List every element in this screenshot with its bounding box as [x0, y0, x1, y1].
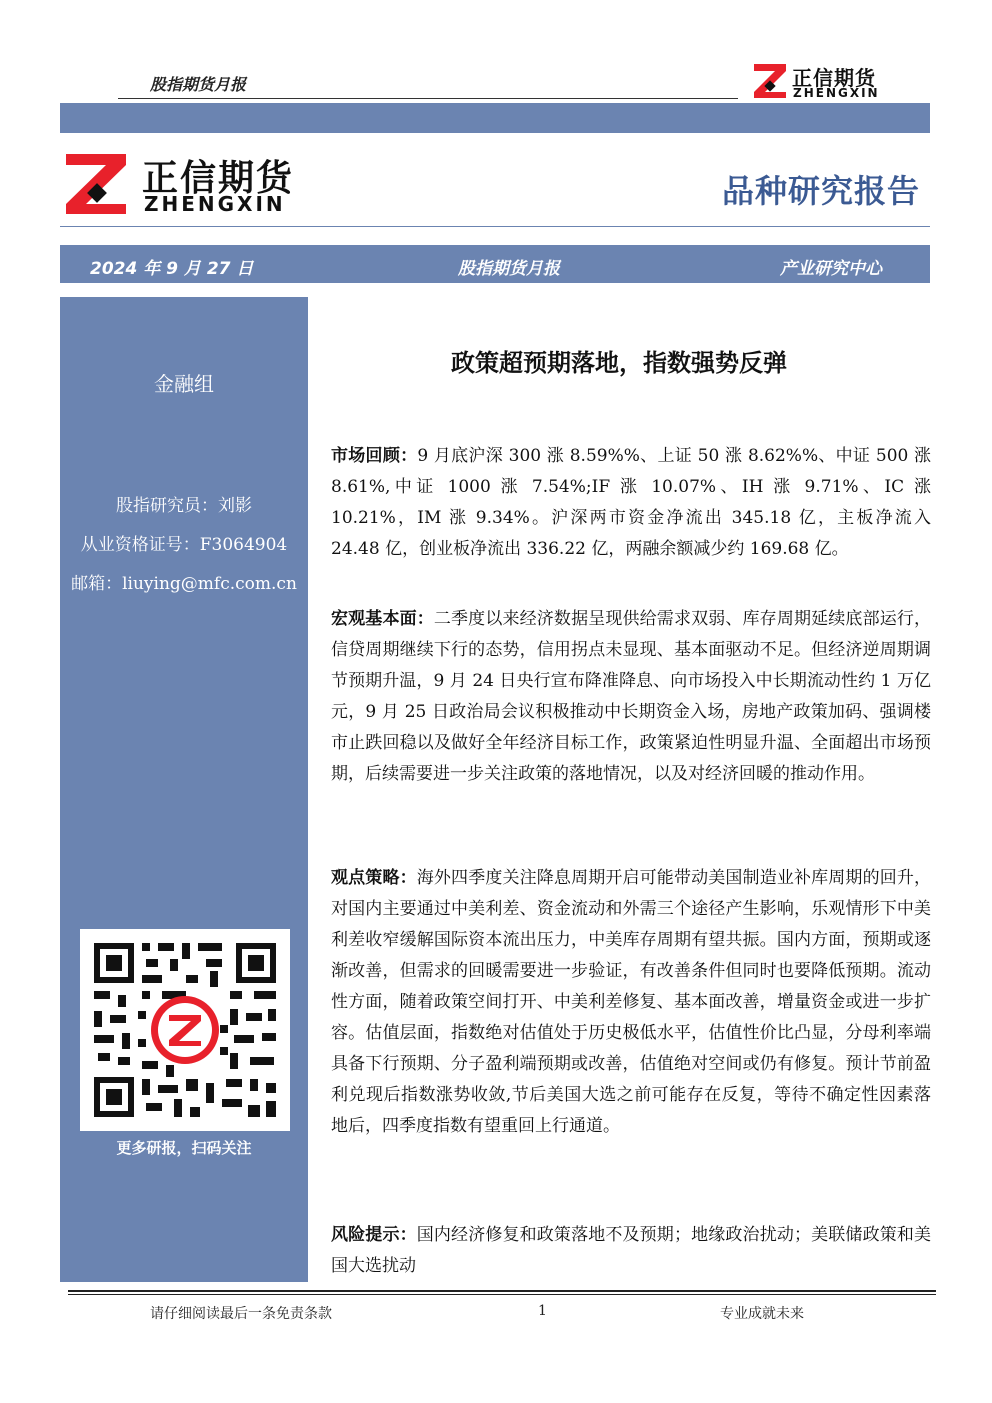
- info-bar: [60, 245, 930, 283]
- running-header-title: 股指期货月报: [150, 75, 247, 94]
- brand-name-zh: 正信期货: [792, 66, 876, 90]
- analyst-email: 邮箱：liuying@mfc.com.cn: [71, 574, 297, 594]
- qr-code[interactable]: [80, 929, 290, 1131]
- section-risk: [331, 1220, 931, 1282]
- brand-name-en: ZHENGXIN: [793, 86, 880, 100]
- group-label: 金融组: [154, 372, 214, 396]
- footer-disclaimer: 请仔细阅读最后一条免责条款: [150, 1306, 332, 1322]
- qr-code-icon: [80, 929, 290, 1131]
- header-rule: [118, 98, 738, 99]
- sidebar: [60, 297, 308, 1282]
- brand-logo-small: [752, 62, 902, 102]
- section-label: 风险提示：: [331, 1225, 417, 1245]
- footer-rule-thin: [68, 1294, 936, 1295]
- section-label: 宏观基本面：: [331, 609, 434, 629]
- footer-slogan: 专业成就未来: [720, 1306, 804, 1322]
- section-label: 观点策略：: [331, 868, 417, 888]
- section-text: 国内经济修复和政策落地不及预期；地缘政治扰动；美联储政策和美国大选扰动: [331, 1225, 932, 1276]
- report-title: 政策超预期落地，指数强势反弹: [451, 349, 787, 377]
- footer-rule: [68, 1290, 936, 1292]
- department: 产业研究中心: [780, 259, 882, 279]
- section-text: 海外四季度关注降息周期开启可能带动美国制造业补库周期的回升，对国内主要通过中美利差、资金流动和外需三个途径产生影响，乐观情形下中美利差收窄缓解国际资本流出压力，中美库存周期有望共振。国内方面，预期或逐渐改善，但需求的回暖需要进一步验证，有改善条件但同时也要降低预期。流动性方面，随着政策空间打开、中美利差修复、基本面改善，增量资金或进一步扩容。估值层面，指数绝对估值处于历史极低水平，估值性价比凸显，分母利率端具备下行预期、分子盈利端预期或改善，估值绝对空间或仍有修复。预计节前盈利兑现后指数涨势收敛,节后美国大选之前可能存在反复，等待不确定性因素落地后，四季度指数有望重回上行通道。: [331, 868, 932, 1136]
- report-type-heading: 品种研究报告: [721, 172, 920, 210]
- section-label: 市场回顾：: [331, 446, 418, 466]
- zhengxin-logo-icon: [64, 152, 130, 216]
- zhengxin-logo-icon: [752, 62, 788, 100]
- brand-name-en-large: ZHENGXIN: [144, 192, 286, 216]
- brand-logo-large: [64, 152, 324, 217]
- logo-rule: [60, 226, 930, 227]
- brand-name-zh-large: 正信期货: [142, 158, 295, 199]
- section-macro: [331, 604, 931, 790]
- section-text: 9 月底沪深 300 涨 8.59%%、上证 50 涨 8.62%%、中证 500 涨 8.61%,中证 1000 涨 7.54%;IF 涨 10.07%、IH 涨 9.71%、IC 涨 10.21%，IM 涨 9.34%。沪深两市资金净流出 345.18 亿，主板净流入 24.48 亿，创业板净流出 336.22 亿，两融余额减少约 169.68 亿。: [331, 446, 932, 559]
- section-market-review: [331, 441, 931, 565]
- analyst-license: 从业资格证号：F3064904: [80, 535, 288, 555]
- section-text: 二季度以来经济数据呈现供给需求双弱、库存周期延续底部运行，信贷周期继续下行的态势，信用拐点未显现、基本面驱动不足。但经济逆周期调节预期升温，9 月 24 日央行宣布降准降息、向市场投入中长期流动性约 1 万亿元，9 月 25 日政治局会议积极推动中长期资金入场，房地产政策加码、强调楼市止跌回稳以及做好全年经济目标工作，政策紧迫性明显升温、全面超出市场预期，后续需要进一步关注政策的落地情况，以及对经济回暖的推动作用。: [331, 609, 932, 784]
- section-strategy: [331, 863, 931, 1142]
- report-date: 2024 年 9 月 27 日: [90, 259, 254, 279]
- page-number: 1: [538, 1303, 547, 1319]
- qr-caption: 更多研报，扫码关注: [116, 1139, 252, 1157]
- analyst-name: 股指研究员：刘影: [116, 496, 252, 516]
- report-name: 股指期货月报: [458, 259, 560, 279]
- top-band: [60, 103, 930, 133]
